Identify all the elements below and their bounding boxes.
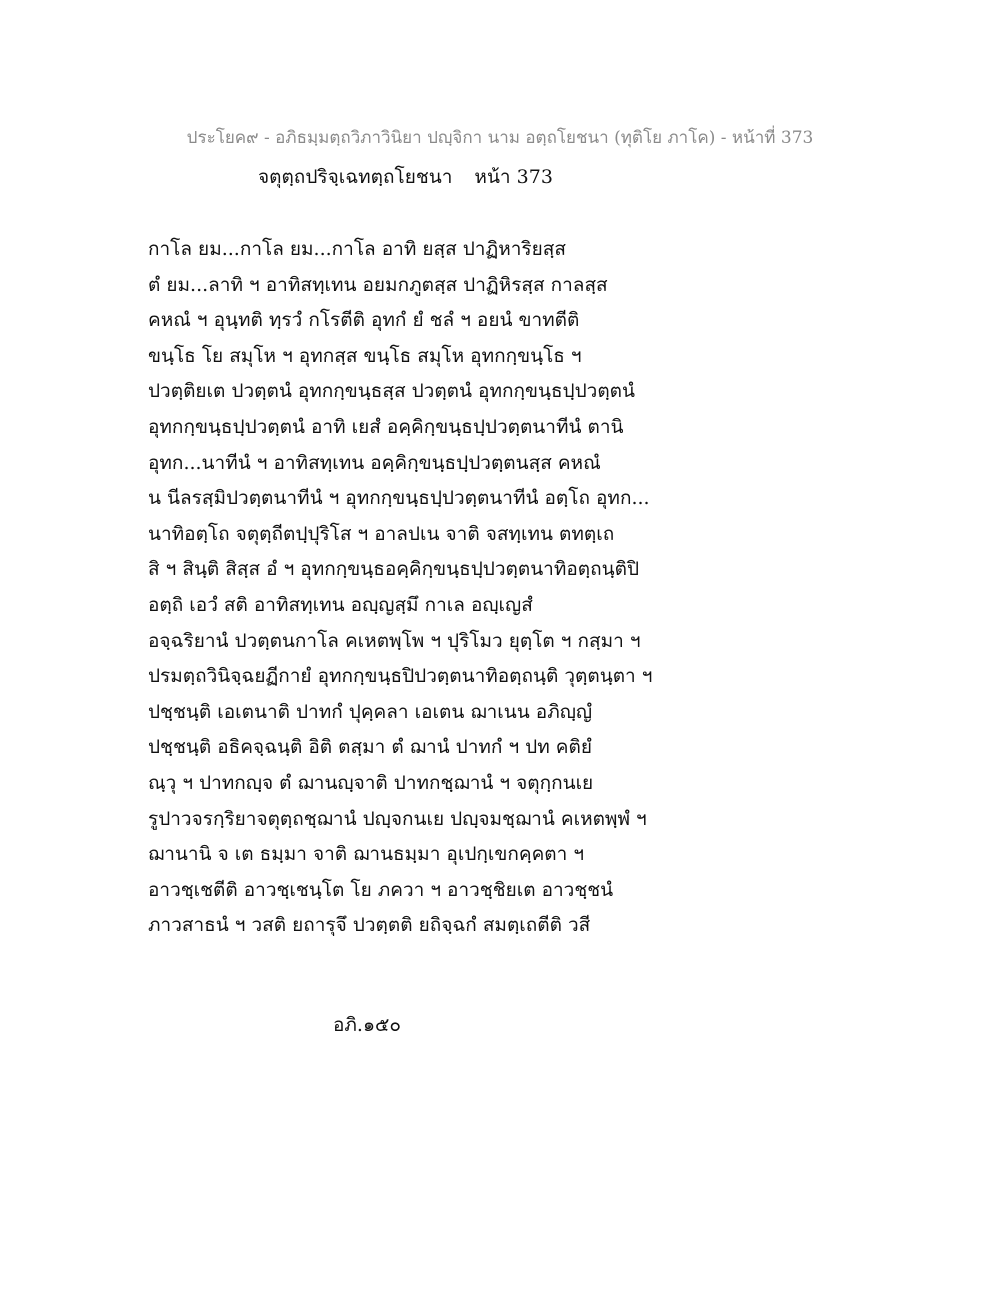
text-line: น นีลรสฺมิปวตฺตนาทีนํ ฯ อุทกกฺขนฺธปฺปวตฺตนาทีนํ อตฺโถ อุทก... (148, 487, 650, 510)
page-footer-reference: อภิ.๑๕๐ (333, 1014, 402, 1036)
text-line: ปรมตฺถวินิจฺฉยฏีกายํ อุทกกฺขนฺธปิปวตฺตนาทิอตฺถนฺติ วุตฺตนฺตา ฯ (148, 665, 653, 688)
text-line: อจฺฉริยานํ ปวตฺตนกาโล คเหตพฺโพ ฯ ปุริโมว ยุตฺโต ฯ กสฺมา ฯ (148, 629, 641, 652)
section-title (258, 162, 553, 192)
section-title-text: จตุตฺถปริจฺเฉทตฺถโยชนา (258, 166, 453, 188)
text-line: ณฺวุ ฯ ปาทกญฺจ ตํ ฌานญฺจาติ ปาทกชฺฌานํ ฯ จตุกฺกนเย (148, 771, 594, 794)
text-line: นาทิอตฺโถ จตุตฺถีตปฺปุริโส ฯ อาลปเน จาติ จสทฺเทน ตทตฺเถ (148, 522, 615, 545)
text-line: ปชฺชนฺติ เอเตนาติ ปาทกํ ปุคฺคลา เอเตน ฌาเนน อภิญฺญํ (148, 700, 593, 723)
running-header: ประโยค๙ - อภิธมฺมตฺถวิภาวินิยา ปญฺจิกา นาม อตฺถโยชนา (ทุติโย ภาโค) - หน้าที่ 373 (186, 128, 814, 148)
text-line: กาโล ยม...กาโล ยม...กาโล อาทิ ยสฺส ปาฏิหาริยสฺส (148, 238, 566, 260)
text-line: อุทกกฺขนฺธปฺปวตฺตนํ อาทิ เยสํ อคฺคิกฺขนฺธปฺปวตฺตนาทีนํ ตานิ (148, 415, 624, 438)
text-line: อาวชฺเชตีติ อาวชฺเชนฺโต โย ภควา ฯ อาวชฺชิยเต อาวชฺชนํ (148, 878, 614, 901)
text-line: ปวตฺติยเต ปวตฺตนํ อุทกกฺขนฺธสฺส ปวตฺตนํ อุทกกฺขนฺธปฺปวตฺตนํ (148, 380, 636, 403)
text-line: ตํ ยม...ลาทิ ฯ อาทิสทฺเทน อยมกภูตสฺส ปาฏิหิรสฺส กาลสฺส (148, 273, 608, 296)
text-line: ขนฺโธ โย สมุโห ฯ อุทกสฺส ขนฺโธ สมุโห อุทกกฺขนฺโธ ฯ (148, 344, 582, 367)
text-line: ภาวสาธนํ ฯ วสติ ยถารุจึ ปวตฺตติ ยถิจฺฉกํ สมตฺเถตีติ วสี (148, 914, 591, 937)
text-line: รูปาวจรกฺริยาจตุตฺถชฺฌานํ ปญฺจกนเย ปญฺจมชฺฌานํ คเหตพฺพํ ฯ (148, 807, 647, 830)
text-line: อตฺถิ เอวํ สติ อาทิสทฺเทน อญฺญสฺมึ กาเล อญฺเญสํ (148, 593, 533, 616)
body-text (148, 232, 848, 944)
text-line: อุทก...นาทีนํ ฯ อาทิสทฺเทน อคฺคิกฺขนฺธปฺปวตฺตนสฺส คหณํ (148, 451, 601, 474)
text-line: ปชฺชนฺติ อธิคจฺฉนฺติ อิติ ตสฺมา ตํ ฌานํ ปาทกํ ฯ ปท คติยํ (148, 736, 592, 759)
text-line: ฌานานิ จ เต ธมฺมา จาติ ฌานธมฺมา อุเปกฺเขกคฺคตา ฯ (148, 843, 585, 866)
text-line: สิ ฯ สินฺติ สิสฺส อํ ฯ อุทกกฺขนฺธอคฺคิกฺขนฺธปฺปวตฺตนาทิอตฺถนฺติปิ (148, 558, 640, 581)
text-line: คหณํ ฯ อุนฺทติ ทฺรวํ กโรตีติ อุทกํ ยํ ชลํ ฯ อยนํ ขาทตีติ (148, 309, 580, 332)
page-label: หน้า 373 (474, 166, 553, 188)
